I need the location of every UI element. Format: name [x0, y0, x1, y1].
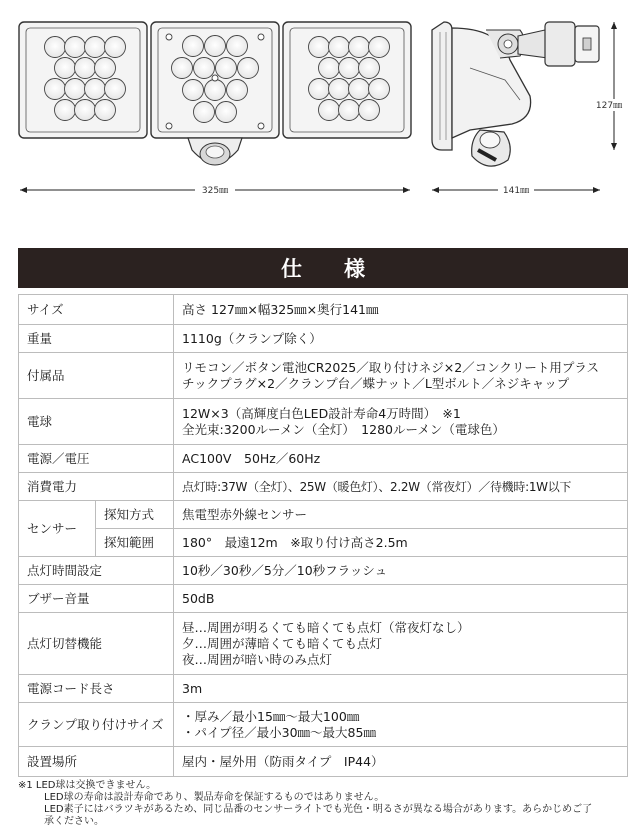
led-lens	[105, 79, 126, 100]
led-lens	[238, 58, 259, 79]
led-lens	[329, 37, 350, 58]
spec-value-line: ・パイプ径／最小30㎜〜最大85㎜	[182, 724, 376, 740]
spec-value: AC100V 50Hz／60Hz	[174, 445, 628, 473]
led-lens	[339, 100, 360, 121]
right-led-panel	[283, 22, 411, 138]
footnote-line: ※1 LED球は交換できません。	[18, 780, 157, 791]
led-lens	[359, 100, 380, 121]
led-lens	[105, 37, 126, 58]
spec-row-size	[19, 295, 628, 325]
led-lens	[339, 58, 360, 79]
spec-row-sensor-method	[19, 501, 628, 529]
spec-row-modes	[19, 613, 628, 675]
spec-value-line: 昼…周囲が明るくても暗くても点灯（常夜灯なし）	[182, 619, 470, 635]
footnote-line: LED球の寿命は設計寿命であり、製品寿命を保証するものではありません。	[44, 792, 385, 803]
led-lens	[85, 37, 106, 58]
led-lens	[183, 80, 204, 101]
spec-row-accessories	[19, 353, 628, 399]
spec-label: センサー	[19, 501, 96, 557]
spec-title-bar	[18, 248, 628, 288]
motion-sensor	[188, 138, 242, 165]
led-lens	[95, 58, 116, 79]
footnotes	[18, 780, 630, 828]
spec-value: 10秒／30秒／5分／10秒フラッシュ	[174, 557, 628, 585]
product-dimension-drawing	[0, 0, 640, 212]
spec-label: 付属品	[19, 353, 174, 399]
led-lens	[194, 102, 215, 123]
spec-value: 焦電型赤外線センサー	[174, 501, 628, 529]
spec-label: クランプ取り付けサイズ	[19, 703, 174, 747]
led-lens	[309, 37, 330, 58]
led-lens	[216, 58, 237, 79]
spec-row-bulb	[19, 399, 628, 445]
spec-value: 3m	[174, 675, 628, 703]
spec-row-clamp	[19, 703, 628, 747]
led-lens	[227, 36, 248, 57]
spec-row-consumption	[19, 473, 628, 501]
width-dimension	[20, 184, 410, 196]
led-lens	[205, 80, 226, 101]
spec-row-location	[19, 747, 628, 777]
spec-value-line: 夕…周囲が薄暗くても暗くても点灯	[182, 635, 383, 651]
footnote-line: 承ください。	[44, 816, 104, 827]
spec-sublabel: 探知範囲	[96, 529, 174, 557]
spec-label: 電球	[19, 399, 174, 445]
indicator-dot	[212, 75, 218, 81]
led-lens	[227, 80, 248, 101]
spec-row-timer	[19, 557, 628, 585]
led-lens	[75, 100, 96, 121]
spec-value: 高さ 127㎜×幅325㎜×奥行141㎜	[174, 295, 628, 325]
spec-label: サイズ	[19, 295, 174, 325]
side-view	[432, 22, 599, 166]
spec-row-weight	[19, 325, 628, 353]
spec-label: 電源／電圧	[19, 445, 174, 473]
indicator-dot	[258, 34, 264, 40]
spec-value-line: 全光束:3200ルーメン（全灯） 1280ルーメン（電球色）	[182, 421, 505, 437]
spec-label: 点灯切替機能	[19, 613, 174, 675]
led-lens	[349, 37, 370, 58]
spec-value-line: 12W×3（高輝度白色LED設計寿命4万時間） ※1	[182, 405, 461, 421]
spec-label: ブザー音量	[19, 585, 174, 613]
height-dimension-label: 127㎜	[595, 101, 623, 111]
spec-value: 180° 最遠12m ※取り付け高さ2.5m	[174, 529, 628, 557]
led-lens	[319, 58, 340, 79]
led-lens	[359, 58, 380, 79]
led-lens	[95, 100, 116, 121]
spec-label: 消費電力	[19, 473, 174, 501]
footnote-line: LED素子にはバラツキがあるため、同じ品番のセンサーライトでも光色・明るさが異なる場合があります。あらかじめご了	[44, 804, 593, 815]
spec-title: 仕 様	[281, 257, 365, 281]
led-lens	[172, 58, 193, 79]
spec-label: 設置場所	[19, 747, 174, 777]
led-lens	[349, 79, 370, 100]
left-led-panel	[19, 22, 147, 138]
spec-value-line: 夜…周囲が暗い時のみ点灯	[182, 651, 333, 667]
led-lens	[55, 100, 76, 121]
spec-table	[18, 294, 628, 777]
spec-row-power	[19, 445, 628, 473]
led-lens	[55, 58, 76, 79]
led-lens	[369, 79, 390, 100]
spec-value-line: ・厚み／最小15㎜〜最大100㎜	[182, 708, 360, 724]
spec-value-line: リモコン／ボタン電池CR2025／取り付けネジ×2／コンクリート用プラス	[182, 359, 600, 375]
spec-row-buzzer	[19, 585, 628, 613]
spec-label: 電源コード長さ	[19, 675, 174, 703]
led-lens	[45, 79, 66, 100]
center-led-panel	[151, 22, 279, 138]
led-lens	[65, 37, 86, 58]
led-lens	[45, 37, 66, 58]
led-lens	[369, 37, 390, 58]
spec-value: 屋内・屋外用（防雨タイプ IP44）	[174, 747, 628, 777]
spec-row-cord	[19, 675, 628, 703]
spec-value: 点灯時:37W（全灯）、25W（暖色灯）、2.2W（常夜灯）／待機時:1W以下	[174, 473, 628, 501]
indicator-dot	[258, 123, 264, 129]
spec-value	[174, 703, 628, 747]
spec-label: 点灯時間設定	[19, 557, 174, 585]
spec-value-line: チックプラグ×2／クランプ台／蝶ナット／L型ボルト／ネジキャップ	[182, 375, 570, 391]
led-lens	[216, 102, 237, 123]
spec-value	[174, 399, 628, 445]
led-lens	[75, 58, 96, 79]
led-lens	[65, 79, 86, 100]
spec-label: 重量	[19, 325, 174, 353]
depth-dimension	[432, 184, 600, 196]
spec-value: 50dB	[174, 585, 628, 613]
led-lens	[183, 36, 204, 57]
led-lens	[319, 100, 340, 121]
spec-value: 1110g（クランプ除く）	[174, 325, 628, 353]
spec-sublabel: 探知方式	[96, 501, 174, 529]
led-lens	[194, 58, 215, 79]
indicator-dot	[166, 123, 172, 129]
spec-row-sensor-range	[19, 529, 628, 557]
led-lens	[309, 79, 330, 100]
indicator-dot	[166, 34, 172, 40]
led-lens	[205, 36, 226, 57]
depth-dimension-label: 141㎜	[502, 186, 530, 196]
led-lens	[85, 79, 106, 100]
spec-value	[174, 613, 628, 675]
spec-value	[174, 353, 628, 399]
led-lens	[329, 79, 350, 100]
width-dimension-label: 325㎜	[201, 186, 229, 196]
